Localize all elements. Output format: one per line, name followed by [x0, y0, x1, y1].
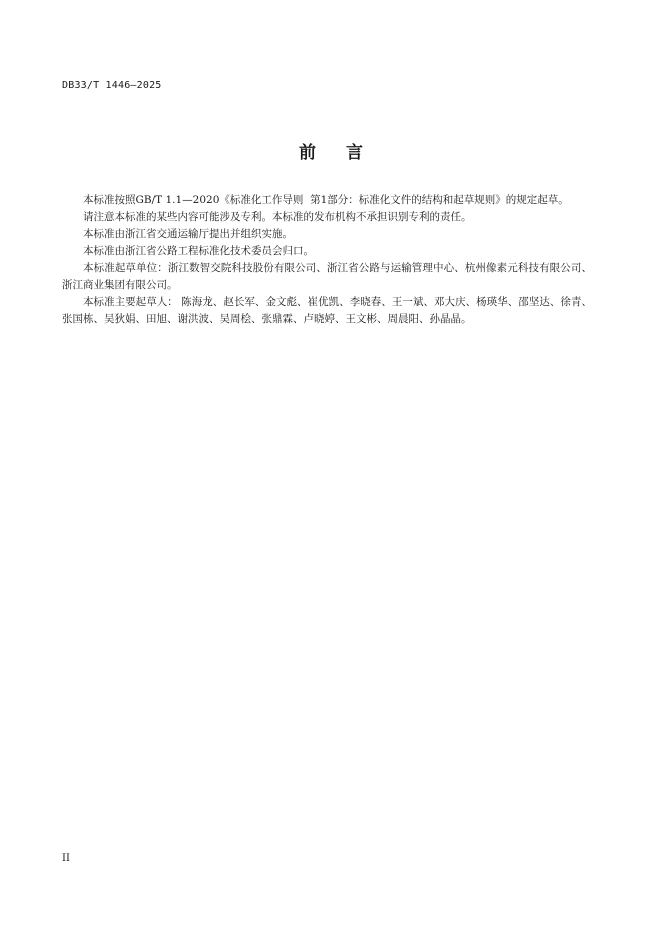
- paragraph-drafting-units: 本标准起草单位：浙江数智交院科技股份有限公司、浙江省公路与运输管理中心、杭州像素元科技有限公司、浙江商业集团有限公司。: [62, 262, 592, 291]
- page-number: II: [62, 853, 70, 864]
- paragraph-proposer: 本标准由浙江省交通运输厅提出并组织实施。: [83, 228, 293, 240]
- paragraph-patent-notice: 请注意本标准的某些内容可能涉及专利。本标准的发布机构不承担识别专利的责任。: [83, 211, 472, 223]
- document-code: DB33/T 1446—2025: [62, 80, 162, 91]
- paragraph-drafters: 本标准主要起草人： 陈海龙、赵长军、金文彪、崔优凯、李晓春、王一斌、邓大庆、杨瑛华、邵坚达、徐青、张国栋、吴狄娟、田旭、谢洪波、吴周桧、张鼎霖、卢晓婷、王文彬、周晨阳、孙晶晶。: [62, 296, 592, 325]
- foreword-body: [62, 192, 592, 328]
- page-title: 前言: [299, 143, 393, 163]
- paragraph-drafting-rules: 本标准按照GB/T 1.1—2020《标准化工作导则 第1部分：标准化文件的结构和起草规则》的规定起草。: [83, 194, 569, 206]
- paragraph-technical-committee: 本标准由浙江省公路工程标准化技术委员会归口。: [83, 245, 314, 257]
